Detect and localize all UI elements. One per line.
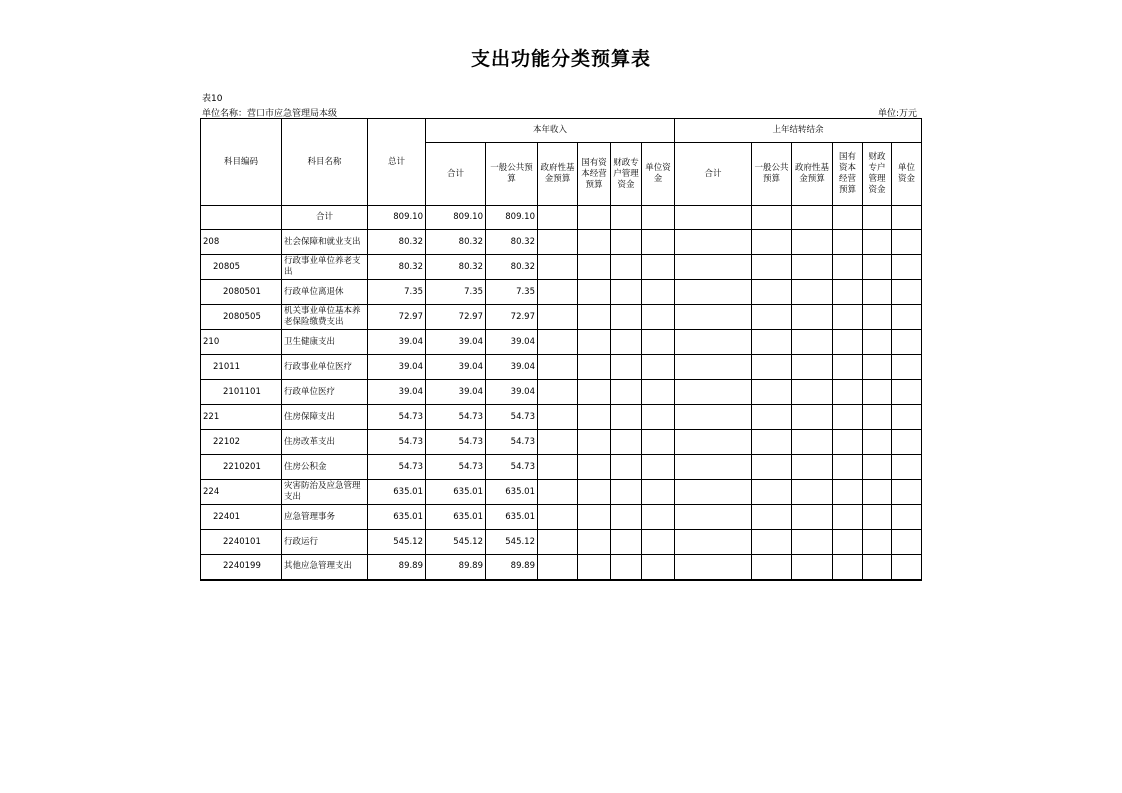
row-sum: 809.10 <box>426 206 486 230</box>
row-empty-cell <box>642 305 675 330</box>
header-carry-special: 财政专户管理资金 <box>863 143 892 206</box>
row-empty-cell <box>578 280 611 305</box>
row-name: 行政单位医疗 <box>282 380 368 405</box>
row-code: 22102 <box>201 430 282 455</box>
row-code: 21011 <box>201 355 282 380</box>
row-empty-cell <box>752 505 792 530</box>
row-empty-cell <box>752 530 792 555</box>
row-sum: 54.73 <box>426 405 486 430</box>
row-empty-cell <box>792 280 833 305</box>
row-total: 635.01 <box>368 480 426 505</box>
header-carry-unit-fund: 单位资金 <box>892 143 922 206</box>
row-sum: 89.89 <box>426 555 486 580</box>
table-row <box>201 505 922 530</box>
row-empty-cell <box>611 505 642 530</box>
row-general: 89.89 <box>486 555 538 580</box>
row-empty-cell <box>792 305 833 330</box>
row-empty-cell <box>752 255 792 280</box>
row-sum: 635.01 <box>426 505 486 530</box>
row-code: 2101101 <box>201 380 282 405</box>
header-carry-over: 上年结转结余 <box>675 119 922 143</box>
row-empty-cell <box>675 280 752 305</box>
row-empty-cell <box>833 330 863 355</box>
row-empty-cell <box>833 505 863 530</box>
row-sum: 80.32 <box>426 230 486 255</box>
row-general: 54.73 <box>486 455 538 480</box>
row-empty-cell <box>578 455 611 480</box>
row-general: 72.97 <box>486 305 538 330</box>
row-empty-cell <box>833 355 863 380</box>
row-empty-cell <box>675 380 752 405</box>
row-empty-cell <box>892 380 922 405</box>
row-empty-cell <box>642 255 675 280</box>
row-empty-cell <box>642 555 675 580</box>
table-row <box>201 480 922 505</box>
table-number: 表10 <box>202 94 223 104</box>
row-empty-cell <box>538 430 578 455</box>
row-general: 7.35 <box>486 280 538 305</box>
row-empty-cell <box>863 455 892 480</box>
unit-label: 单位:万元 <box>878 109 918 119</box>
row-empty-cell <box>833 455 863 480</box>
row-empty-cell <box>538 330 578 355</box>
row-empty-cell <box>642 355 675 380</box>
row-empty-cell <box>752 380 792 405</box>
row-name: 行政事业单位医疗 <box>282 355 368 380</box>
row-empty-cell <box>611 280 642 305</box>
row-empty-cell <box>578 206 611 230</box>
table-row <box>201 330 922 355</box>
row-code: 2240101 <box>201 530 282 555</box>
row-name: 行政运行 <box>282 530 368 555</box>
row-empty-cell <box>863 255 892 280</box>
row-empty-cell <box>675 255 752 280</box>
row-empty-cell <box>892 206 922 230</box>
row-empty-cell <box>578 305 611 330</box>
header-carry-general: 一般公共预算 <box>752 143 792 206</box>
row-code: 224 <box>201 480 282 505</box>
header-carry-gov-fund: 政府性基金预算 <box>792 143 833 206</box>
row-empty-cell <box>792 455 833 480</box>
row-empty-cell <box>675 206 752 230</box>
row-total: 635.01 <box>368 505 426 530</box>
row-empty-cell <box>892 330 922 355</box>
row-empty-cell <box>892 555 922 580</box>
row-total: 72.97 <box>368 305 426 330</box>
row-empty-cell <box>578 555 611 580</box>
row-empty-cell <box>538 280 578 305</box>
row-empty-cell <box>642 330 675 355</box>
row-empty-cell <box>863 380 892 405</box>
table-row <box>201 455 922 480</box>
row-empty-cell <box>675 355 752 380</box>
row-empty-cell <box>538 480 578 505</box>
row-general: 54.73 <box>486 430 538 455</box>
row-name: 行政事业单位养老支出 <box>282 255 368 280</box>
row-general: 80.32 <box>486 255 538 280</box>
row-empty-cell <box>642 530 675 555</box>
row-empty-cell <box>892 355 922 380</box>
row-name: 应急管理事务 <box>282 505 368 530</box>
row-empty-cell <box>752 230 792 255</box>
row-empty-cell <box>675 405 752 430</box>
row-total: 54.73 <box>368 455 426 480</box>
row-empty-cell <box>578 430 611 455</box>
row-empty-cell <box>752 405 792 430</box>
row-empty-cell <box>611 355 642 380</box>
row-code: 20805 <box>201 255 282 280</box>
table-row-total <box>201 206 922 230</box>
table-row <box>201 405 922 430</box>
row-empty-cell <box>578 355 611 380</box>
header-cur-state-capital: 国有资本经营预算 <box>578 143 611 206</box>
row-code: 208 <box>201 230 282 255</box>
row-empty-cell <box>792 330 833 355</box>
row-name: 住房保障支出 <box>282 405 368 430</box>
row-empty-cell <box>752 555 792 580</box>
row-empty-cell <box>833 405 863 430</box>
row-empty-cell <box>675 430 752 455</box>
row-empty-cell <box>578 380 611 405</box>
header-carry-sum: 合计 <box>675 143 752 206</box>
row-empty-cell <box>833 430 863 455</box>
row-sum: 39.04 <box>426 330 486 355</box>
row-sum: 54.73 <box>426 455 486 480</box>
row-empty-cell <box>892 255 922 280</box>
row-code: 22401 <box>201 505 282 530</box>
row-empty-cell <box>892 480 922 505</box>
row-empty-cell <box>578 505 611 530</box>
row-empty-cell <box>863 530 892 555</box>
table-row <box>201 230 922 255</box>
row-total: 54.73 <box>368 430 426 455</box>
row-empty-cell <box>833 280 863 305</box>
row-empty-cell <box>792 255 833 280</box>
row-total: 545.12 <box>368 530 426 555</box>
row-sum: 72.97 <box>426 305 486 330</box>
row-code: 2240199 <box>201 555 282 580</box>
row-sum: 39.04 <box>426 380 486 405</box>
row-empty-cell <box>611 305 642 330</box>
row-name: 灾害防治及应急管理支出 <box>282 480 368 505</box>
row-empty-cell <box>642 405 675 430</box>
row-name: 住房公积金 <box>282 455 368 480</box>
row-empty-cell <box>892 505 922 530</box>
row-empty-cell <box>611 206 642 230</box>
row-code: 2080501 <box>201 280 282 305</box>
row-empty-cell <box>792 405 833 430</box>
row-general: 80.32 <box>486 230 538 255</box>
row-empty-cell <box>611 255 642 280</box>
row-empty-cell <box>538 206 578 230</box>
table-row <box>201 430 922 455</box>
header-current-year: 本年收入 <box>426 119 675 143</box>
row-empty-cell <box>892 305 922 330</box>
row-empty-cell <box>642 230 675 255</box>
row-empty-cell <box>792 505 833 530</box>
row-general: 809.10 <box>486 206 538 230</box>
header-carry-state-capital: 国有资本经营预算 <box>833 143 863 206</box>
unit-name: 单位名称：营口市应急管理局本级 <box>202 109 338 119</box>
row-empty-cell <box>863 305 892 330</box>
row-empty-cell <box>675 505 752 530</box>
row-empty-cell <box>792 555 833 580</box>
row-empty-cell <box>538 380 578 405</box>
row-empty-cell <box>833 380 863 405</box>
row-empty-cell <box>538 505 578 530</box>
row-empty-cell <box>863 430 892 455</box>
row-empty-cell <box>792 480 833 505</box>
row-sum: 54.73 <box>426 430 486 455</box>
header-name: 科目名称 <box>282 119 368 206</box>
row-empty-cell <box>611 455 642 480</box>
row-empty-cell <box>578 530 611 555</box>
row-empty-cell <box>833 480 863 505</box>
row-general: 635.01 <box>486 505 538 530</box>
row-sum: 7.35 <box>426 280 486 305</box>
row-empty-cell <box>675 555 752 580</box>
row-code: 2210201 <box>201 455 282 480</box>
row-name: 其他应急管理支出 <box>282 555 368 580</box>
row-empty-cell <box>752 330 792 355</box>
row-code: 210 <box>201 330 282 355</box>
row-empty-cell <box>538 255 578 280</box>
row-name: 机关事业单位基本养老保险缴费支出 <box>282 305 368 330</box>
row-empty-cell <box>642 455 675 480</box>
row-empty-cell <box>752 430 792 455</box>
row-general: 54.73 <box>486 405 538 430</box>
row-empty-cell <box>611 230 642 255</box>
row-empty-cell <box>792 430 833 455</box>
row-empty-cell <box>611 430 642 455</box>
row-sum: 545.12 <box>426 530 486 555</box>
row-empty-cell <box>863 555 892 580</box>
row-empty-cell <box>642 280 675 305</box>
row-code <box>201 206 282 230</box>
row-empty-cell <box>892 280 922 305</box>
row-total: 39.04 <box>368 355 426 380</box>
row-empty-cell <box>642 430 675 455</box>
row-empty-cell <box>863 280 892 305</box>
table-row <box>201 280 922 305</box>
table-row <box>201 530 922 555</box>
row-empty-cell <box>892 455 922 480</box>
row-empty-cell <box>675 230 752 255</box>
header-cur-special: 财政专户管理资金 <box>611 143 642 206</box>
row-empty-cell <box>611 530 642 555</box>
row-empty-cell <box>752 305 792 330</box>
row-empty-cell <box>538 455 578 480</box>
row-total: 80.32 <box>368 230 426 255</box>
row-empty-cell <box>578 405 611 430</box>
row-empty-cell <box>892 230 922 255</box>
row-name: 合计 <box>282 206 368 230</box>
row-empty-cell <box>752 206 792 230</box>
table-row <box>201 355 922 380</box>
row-empty-cell <box>642 380 675 405</box>
row-empty-cell <box>892 405 922 430</box>
row-empty-cell <box>642 206 675 230</box>
row-empty-cell <box>675 480 752 505</box>
row-empty-cell <box>863 505 892 530</box>
row-name: 社会保障和就业支出 <box>282 230 368 255</box>
header-cur-unit-fund: 单位资金 <box>642 143 675 206</box>
row-empty-cell <box>833 305 863 330</box>
row-empty-cell <box>863 230 892 255</box>
row-empty-cell <box>792 355 833 380</box>
row-empty-cell <box>538 355 578 380</box>
row-empty-cell <box>863 355 892 380</box>
row-general: 545.12 <box>486 530 538 555</box>
row-empty-cell <box>578 230 611 255</box>
row-empty-cell <box>611 330 642 355</box>
table-row <box>201 555 922 580</box>
row-empty-cell <box>752 455 792 480</box>
row-empty-cell <box>611 380 642 405</box>
row-empty-cell <box>675 305 752 330</box>
row-sum: 635.01 <box>426 480 486 505</box>
row-empty-cell <box>611 405 642 430</box>
row-empty-cell <box>863 330 892 355</box>
table-row <box>201 255 922 280</box>
budget-table <box>200 118 922 581</box>
page-title: 支出功能分类预算表 <box>470 48 651 70</box>
row-total: 54.73 <box>368 405 426 430</box>
row-sum: 39.04 <box>426 355 486 380</box>
row-name: 住房改革支出 <box>282 430 368 455</box>
row-empty-cell <box>642 480 675 505</box>
row-empty-cell <box>863 480 892 505</box>
row-empty-cell <box>578 480 611 505</box>
row-total: 39.04 <box>368 380 426 405</box>
row-empty-cell <box>792 380 833 405</box>
row-name: 卫生健康支出 <box>282 330 368 355</box>
row-empty-cell <box>675 530 752 555</box>
row-empty-cell <box>611 480 642 505</box>
row-empty-cell <box>538 555 578 580</box>
header-cur-gov-fund: 政府性基金预算 <box>538 143 578 206</box>
header-cur-sum: 合计 <box>426 143 486 206</box>
table-row <box>201 305 922 330</box>
row-name: 行政单位离退休 <box>282 280 368 305</box>
row-total: 89.89 <box>368 555 426 580</box>
row-empty-cell <box>578 330 611 355</box>
row-empty-cell <box>792 530 833 555</box>
row-empty-cell <box>752 355 792 380</box>
row-empty-cell <box>863 206 892 230</box>
row-empty-cell <box>833 206 863 230</box>
row-empty-cell <box>538 530 578 555</box>
row-empty-cell <box>642 505 675 530</box>
row-empty-cell <box>538 405 578 430</box>
row-empty-cell <box>675 455 752 480</box>
row-code: 221 <box>201 405 282 430</box>
row-general: 39.04 <box>486 380 538 405</box>
row-empty-cell <box>675 330 752 355</box>
row-total: 39.04 <box>368 330 426 355</box>
header-code: 科目编码 <box>201 119 282 206</box>
row-empty-cell <box>833 530 863 555</box>
table-row <box>201 380 922 405</box>
row-general: 635.01 <box>486 480 538 505</box>
row-empty-cell <box>611 555 642 580</box>
row-empty-cell <box>752 480 792 505</box>
row-empty-cell <box>833 230 863 255</box>
row-sum: 80.32 <box>426 255 486 280</box>
row-empty-cell <box>538 230 578 255</box>
header-total: 总计 <box>368 119 426 206</box>
row-total: 80.32 <box>368 255 426 280</box>
row-empty-cell <box>792 230 833 255</box>
row-empty-cell <box>892 530 922 555</box>
header-cur-general: 一般公共预算 <box>486 143 538 206</box>
row-empty-cell <box>538 305 578 330</box>
row-general: 39.04 <box>486 355 538 380</box>
row-empty-cell <box>578 255 611 280</box>
row-empty-cell <box>833 555 863 580</box>
row-empty-cell <box>892 430 922 455</box>
row-empty-cell <box>792 206 833 230</box>
row-general: 39.04 <box>486 330 538 355</box>
row-empty-cell <box>752 280 792 305</box>
row-empty-cell <box>863 405 892 430</box>
row-empty-cell <box>833 255 863 280</box>
row-total: 7.35 <box>368 280 426 305</box>
row-code: 2080505 <box>201 305 282 330</box>
row-total: 809.10 <box>368 206 426 230</box>
